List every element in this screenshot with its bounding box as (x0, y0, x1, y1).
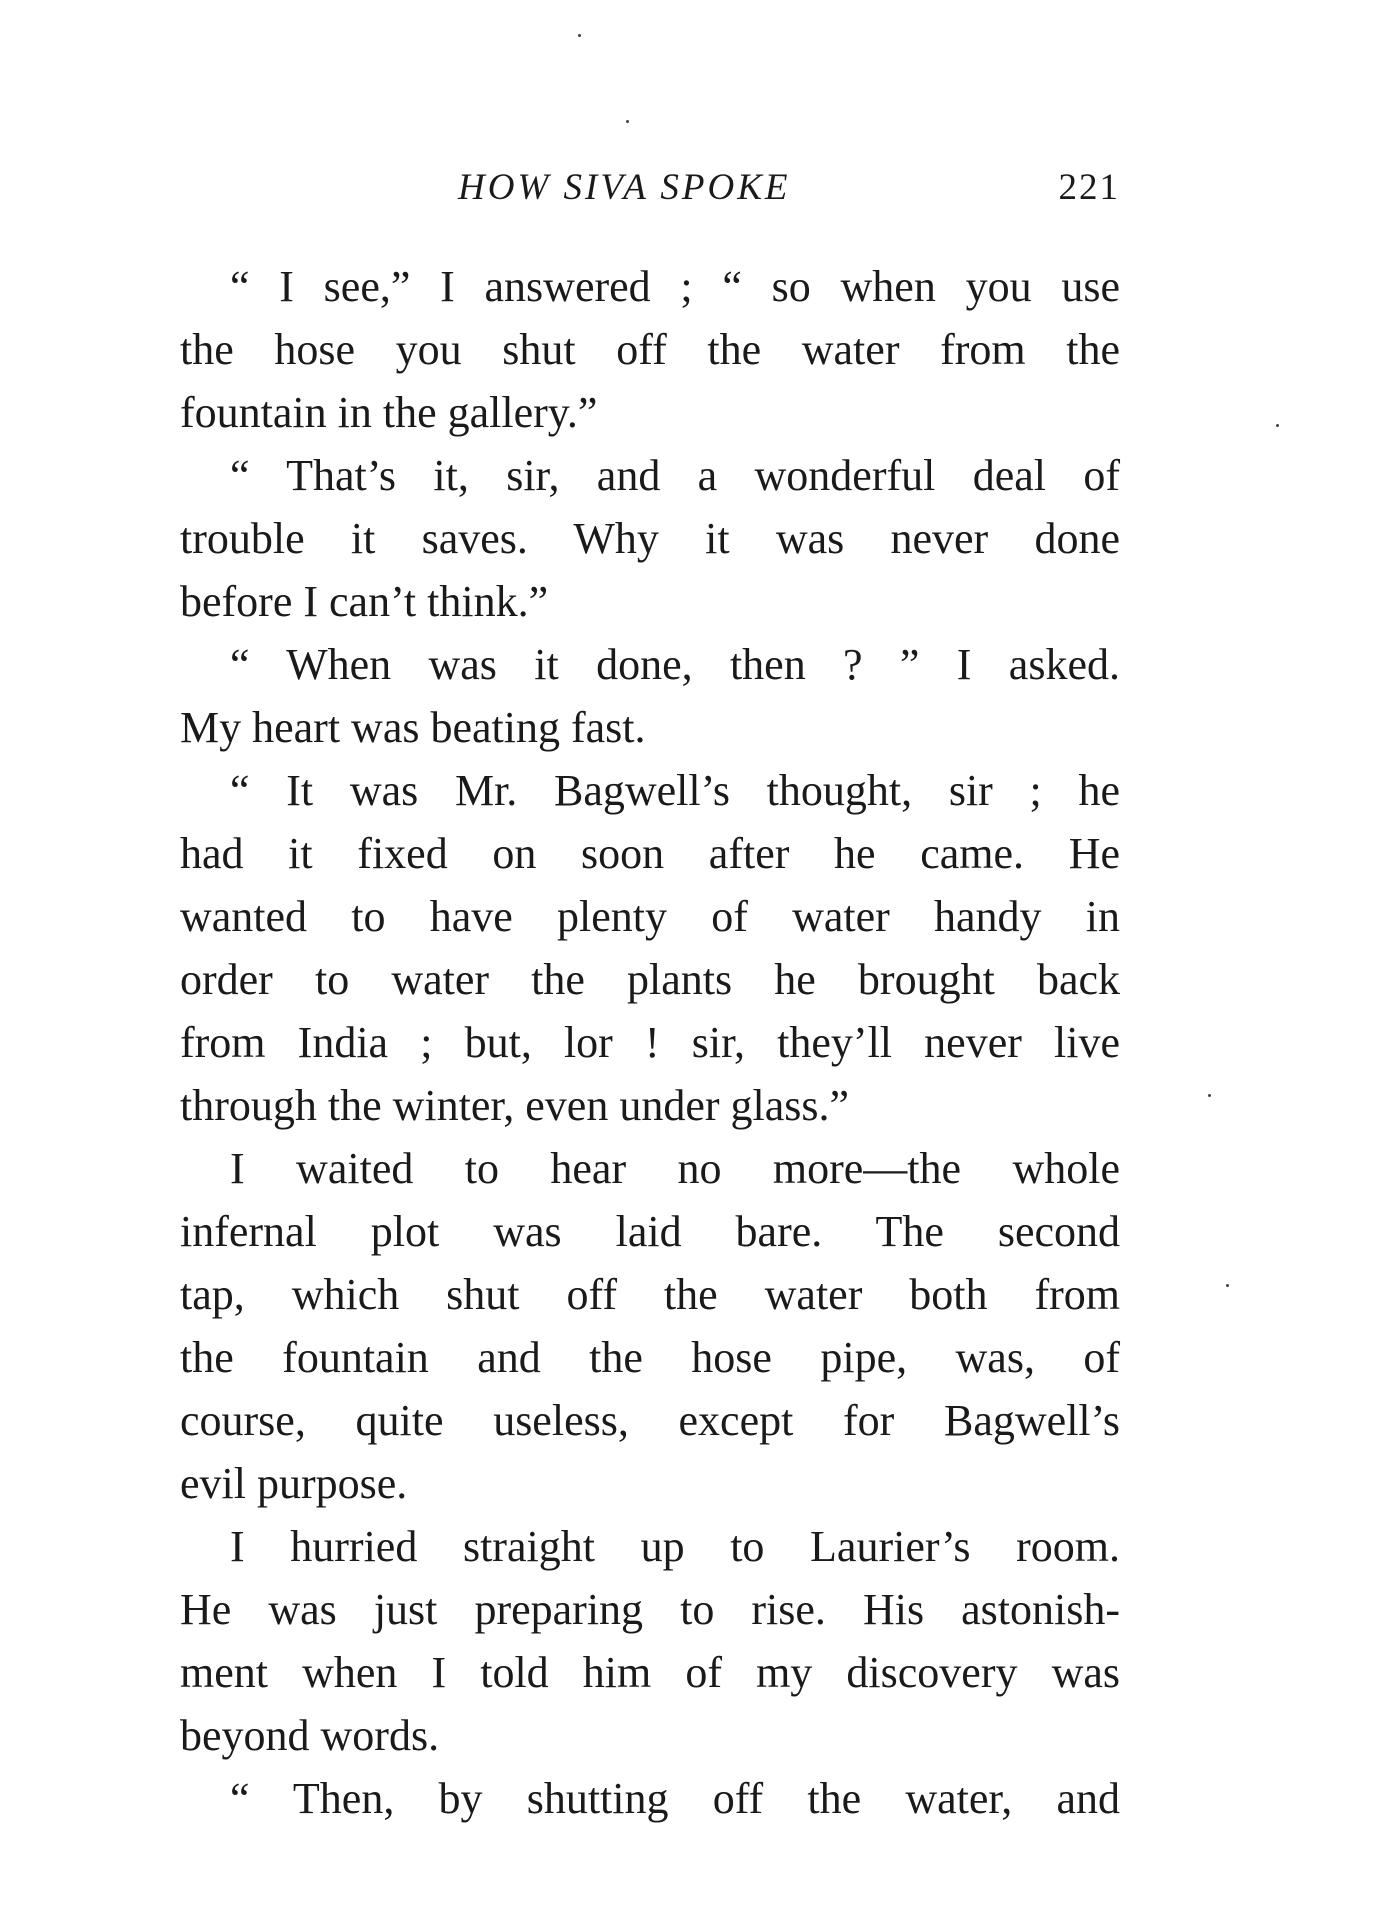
text-line: order to water the plants he brought back (180, 955, 1120, 1004)
paragraph (180, 1515, 1120, 1767)
text-line: He was just preparing to rise. His astonish- (180, 1585, 1120, 1634)
text-line: fountain in the gallery.” (180, 388, 598, 437)
paragraph (180, 444, 1120, 633)
paragraph (180, 633, 1120, 759)
paragraph (180, 759, 1120, 1137)
paragraph (180, 255, 1120, 444)
text-line: before I can’t think.” (180, 577, 549, 626)
text-line: “ When was it done, then ? ” I asked. (230, 640, 1120, 689)
text-line: the hose you shut off the water from the (180, 325, 1120, 374)
text-line: ment when I told him of my discovery was (180, 1648, 1120, 1697)
text-line: course, quite useless, except for Bagwell’s (180, 1396, 1120, 1445)
text-line: infernal plot was laid bare. The second (180, 1207, 1120, 1256)
body-text (180, 255, 1120, 1830)
print-speck (1208, 1094, 1211, 1097)
text-line: My heart was beating fast. (180, 703, 646, 752)
text-line: evil purpose. (180, 1459, 408, 1508)
text-line: I waited to hear no more—the whole (230, 1144, 1120, 1193)
print-speck (1226, 1284, 1229, 1287)
text-line: “ That’s it, sir, and a wonderful deal of (230, 451, 1120, 500)
running-title: HOW SIVA SPOKE (458, 167, 791, 208)
text-line: trouble it saves. Why it was never done (180, 514, 1120, 563)
text-line: I hurried straight up to Laurier’s room. (230, 1522, 1120, 1571)
text-line: had it fixed on soon after he came. He (180, 829, 1120, 878)
running-head (180, 166, 1120, 216)
text-line: through the winter, even under glass.” (180, 1081, 850, 1130)
paragraph (180, 1137, 1120, 1515)
print-speck (578, 34, 581, 37)
page-number: 221 (1058, 167, 1120, 208)
text-line: beyond words. (180, 1711, 440, 1760)
text-line: tap, which shut off the water both from (180, 1270, 1120, 1319)
text-line: from India ; but, lor ! sir, they’ll never live (180, 1018, 1120, 1067)
print-speck (626, 120, 629, 123)
paragraph (180, 1767, 1120, 1830)
text-line: “ Then, by shutting off the water, and (230, 1774, 1120, 1823)
text-line: the fountain and the hose pipe, was, of (180, 1333, 1120, 1382)
text-line: “ I see,” I answered ; “ so when you use (230, 262, 1120, 311)
text-line: “ It was Mr. Bagwell’s thought, sir ; he (230, 766, 1120, 815)
print-speck (1276, 424, 1279, 427)
text-line: wanted to have plenty of water handy in (180, 892, 1120, 941)
